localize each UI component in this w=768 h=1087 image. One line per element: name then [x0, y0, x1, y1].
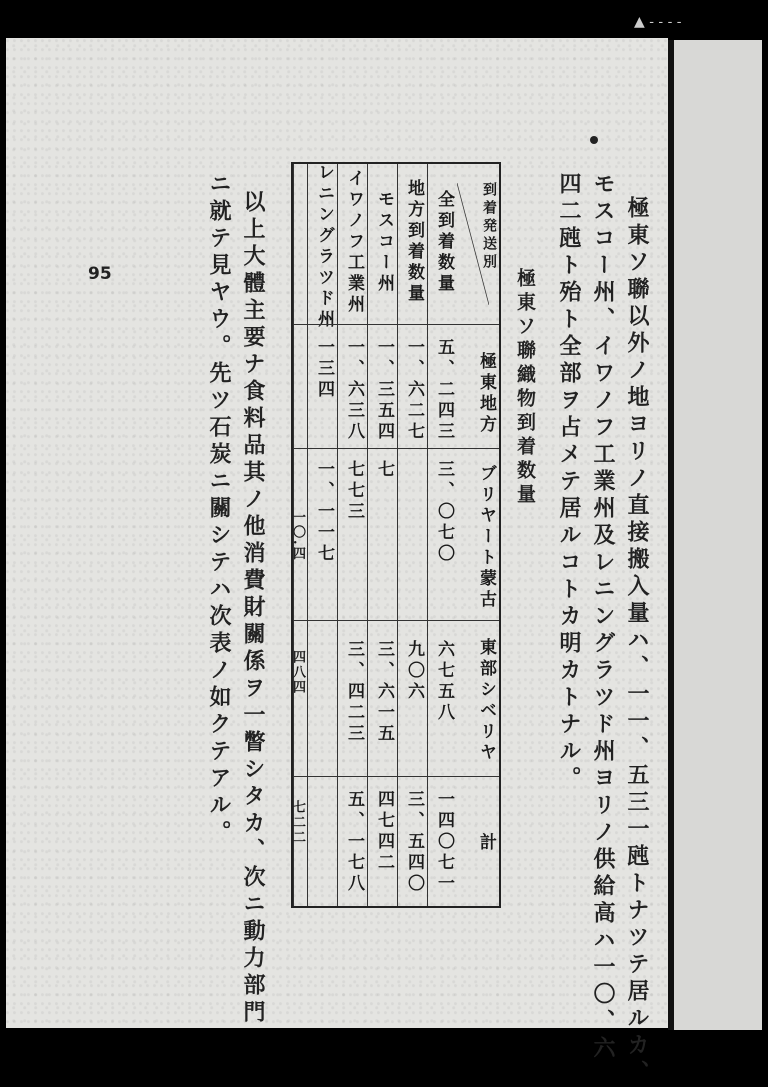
table-row	[427, 164, 457, 906]
corner-send: 発送	[481, 218, 497, 254]
cell-value: 三、五四〇	[404, 790, 424, 895]
col-header-east-siberia: 東部シベリヤ	[476, 638, 496, 764]
header-diagonal	[457, 164, 489, 324]
cell-value: 五、一七八	[344, 790, 364, 895]
page-number: 95	[88, 264, 112, 284]
corner-kind: 別	[481, 254, 497, 272]
row-label: 全到着数量	[434, 189, 454, 295]
row-label: レニングラツド州	[314, 163, 334, 331]
cell-value: 一、六三八	[344, 338, 364, 443]
bullet-dot	[590, 136, 598, 144]
table-rule	[293, 776, 499, 777]
cell-value: 一、一一七	[314, 460, 334, 565]
cell-value: 七二二	[290, 800, 305, 845]
outro-line-1: 以上大體主要ナ食料品其ノ他消費財關係ヲ一瞥シタカ、次ニ動力部門	[240, 190, 266, 1027]
cell-value: 四七四二	[374, 790, 394, 874]
cell-value: 三、六一五	[374, 640, 394, 745]
table-rule	[293, 620, 499, 621]
row-label: イワノフ工業州	[344, 168, 364, 316]
table-row	[307, 164, 337, 906]
cell-value: 四八四	[290, 650, 305, 695]
intro-line-2: モスコー州、イワノフ工業州及レニングラツド州ヨリノ供給高ハ一〇、六	[590, 172, 616, 1063]
outro-line-2: ニ就テ見ヤウ。先ツ石炭ニ關シテハ次表ノ如クテアル。	[206, 172, 232, 847]
cell-value: 三、〇七〇	[434, 460, 454, 565]
cell-value: 九〇六	[404, 640, 424, 703]
col-header-total: 計	[476, 832, 496, 854]
intro-line-1: 極東ソ聯以外ノ地ヨリノ直接搬入量ハ、一一、五三一瓲トナツテ居ルカ、	[624, 196, 650, 1087]
row-label: モスコー州	[374, 189, 394, 295]
row-label: 地方到着数量	[404, 179, 424, 305]
adjacent-page-strip	[674, 40, 762, 1030]
cell-value: 一三四	[314, 338, 334, 401]
table-row	[367, 164, 397, 906]
corner-arrive: 到着	[481, 182, 497, 218]
arrival-table	[291, 162, 501, 908]
cell-value: 一、六二七	[404, 338, 424, 443]
col-header-far-east: 極東地方	[476, 352, 496, 436]
cell-value: 六七五八	[434, 640, 454, 724]
scan-mark: ▲ - - - -	[634, 14, 682, 30]
intro-line-3: 四二瓲ト殆ト全部ヲ占メテ居ルコトカ明カトナル。	[556, 172, 582, 793]
table-row	[337, 164, 367, 906]
cell-value: 三、四二三	[344, 640, 364, 745]
cell-value	[398, 454, 427, 460]
cell-value: 五、二四三	[434, 338, 454, 443]
table-rule	[293, 448, 499, 449]
cell-value: 一、三五四	[374, 338, 394, 443]
table-row	[290, 164, 307, 906]
cell-value: 一〇.四	[290, 510, 305, 562]
col-header-buryat: ブリヤート蒙古	[476, 463, 496, 611]
table-row	[397, 164, 427, 906]
table-title: 極東ソ聯織物到着数量	[514, 268, 536, 508]
cell-value: 七	[374, 460, 394, 481]
cell-value: 一四〇七一	[434, 790, 454, 895]
cell-value: 七七三	[344, 460, 364, 523]
table-rule	[293, 324, 499, 325]
